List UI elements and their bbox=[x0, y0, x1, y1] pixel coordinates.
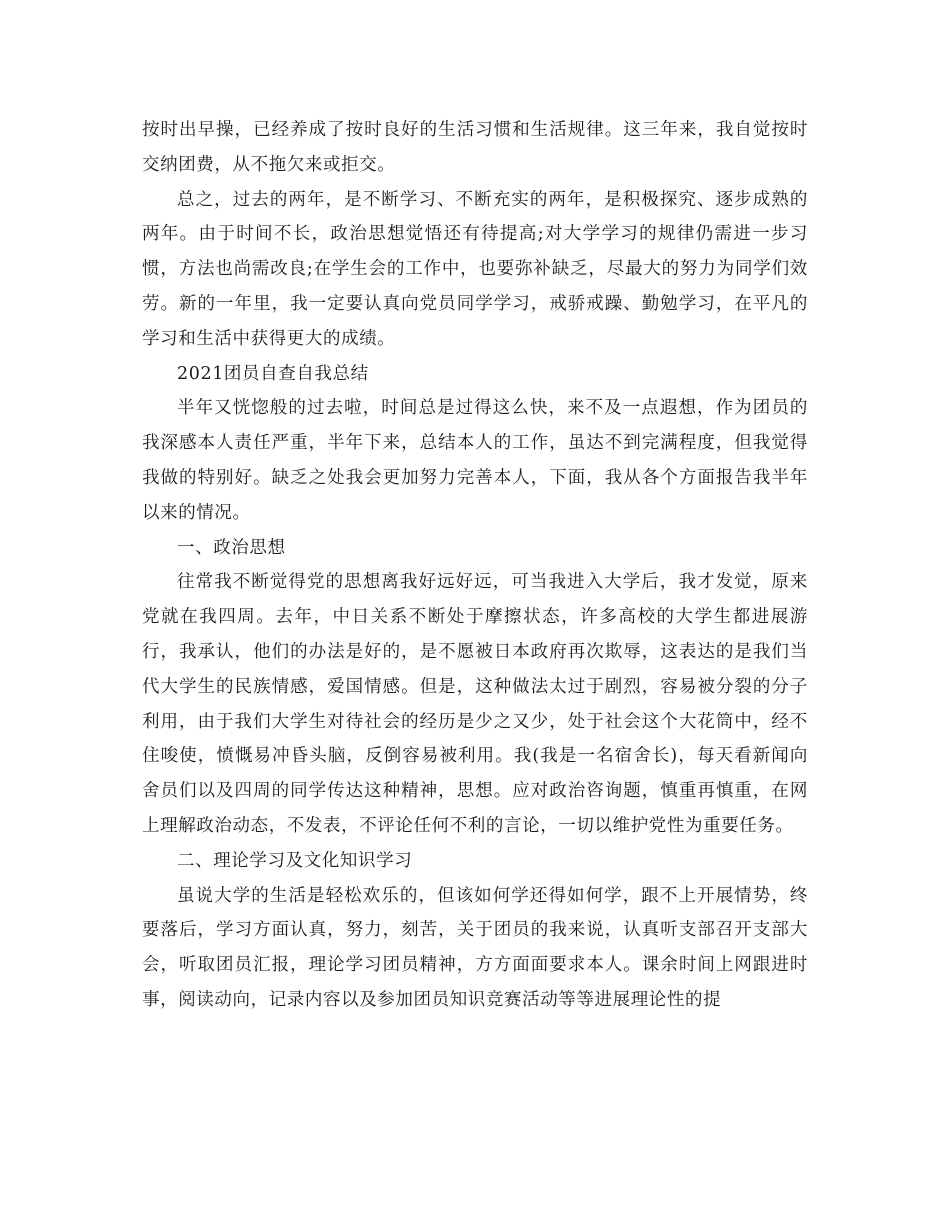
paragraph-intro: 半年又恍惚般的过去啦，时间总是过得这么快，来不及一点遐想，作为团员的我深感本人责任严重，半年下来，总结本人的工作，虽达不到完满程度，但我觉得我做的特别好。缺乏之处我会更加努力完善本人，下面，我从各个方面报告我半年以来的情况。 bbox=[142, 398, 808, 523]
paragraph-political-thought: 往常我不断觉得党的思想离我好远好远，可当我进入大学后，我才发觉，原来党就在我四周。去年，中日关系不断处于摩擦状态，许多高校的大学生都进展游行，我承认，他们的办法是好的，是不愿被日本政府再次欺辱，这表达的是我们当代大学生的民族情感，爱国情感。但是，这种做法太过于剧烈，容易被分裂的分子利用，由于我们大学生对待社会的经历是少之又少，处于社会这个大花筒中，经不住唆使，愤慨易冲昏头脑，反倒容易被利用。我(我是一名宿舍长)，每天看新闻向舍员们以及四周的同学传达这种精神，思想。应对政治咨询题，慎重再慎重，在网上理解政治动态，不发表，不评论任何不利的言论，一切以维护党性为重要任务。 bbox=[142, 572, 808, 836]
paragraph-theory-study: 虽说大学的生活是轻松欢乐的，但该如何学还得如何学，跟不上开展情势，终要落后，学习方面认真，努力，刻苦，关于团员的我来说，认真听支部召开支部大会，听取团员汇报，理论学习团员精神，方方面面要求本人。课余时间上网跟进时事，阅读动向，记录内容以及参加团员知识竞赛活动等等进展理论性的提 bbox=[142, 885, 808, 1010]
document-body bbox=[142, 113, 808, 1018]
heading-political-thought: 一、政治思想 bbox=[177, 537, 286, 558]
paragraph-habits: 按时出早操，已经养成了按时良好的生活习惯和生活规律。这三年来，我自觉按时交纳团费，从不拖欠来或拒交。 bbox=[142, 120, 808, 175]
heading-theory-study: 二、理论学习及文化知识学习 bbox=[177, 850, 413, 871]
section-title: 2021团员自查自我总结 bbox=[177, 363, 369, 384]
paragraph-summary: 总之，过去的两年，是不断学习、不断充实的两年，是积极探究、逐步成熟的两年。由于时间不长，政治思想觉悟还有待提高;对大学学习的规律仍需进一步习惯，方法也尚需改良;在学生会的工作中，也要弥补缺乏，尽最大的努力为同学们效劳。新的一年里，我一定要认真向党员同学学习，戒骄戒躁、勤勉学习，在平凡的学习和生活中获得更大的成绩。 bbox=[142, 189, 808, 349]
